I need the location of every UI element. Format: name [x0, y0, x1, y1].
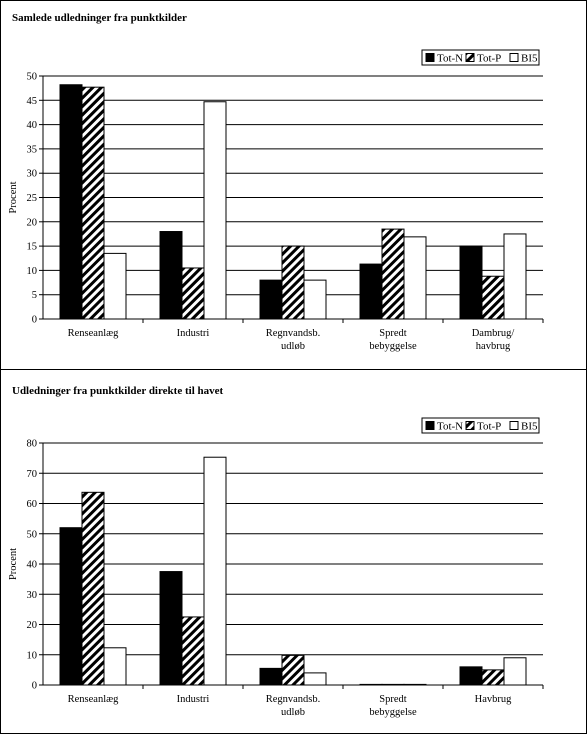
chart1-bar-bi5: [504, 234, 526, 319]
chart1-category-label: Regnvandsb.: [265, 328, 321, 339]
chart1-bar-tot-n: [460, 246, 482, 319]
chart2-bar-tot-n: [160, 572, 182, 685]
chart2-legend-swatch: [510, 422, 518, 430]
chart2-category-label: bebyggelse: [369, 707, 417, 718]
chart1-legend-swatch: [510, 54, 518, 62]
chart1-ytick-label: 15: [26, 241, 37, 253]
chart1-legend: [422, 50, 539, 65]
chart2-legend: [422, 418, 539, 433]
chart1-bar-tot-n: [360, 264, 382, 319]
chart2-bar-bi5: [104, 648, 126, 685]
chart2-title: Udledninger fra punktkilder direkte til havet: [12, 385, 224, 397]
chart1-legend-swatch: [426, 54, 434, 62]
chart2-ytick-label: 40: [26, 559, 37, 571]
chart1-category-label: Spredt: [379, 328, 407, 339]
chart1-bar-tot-p: [482, 276, 504, 319]
chart1-ytick-label: 45: [26, 95, 37, 107]
chart2-bar-tot-p: [282, 655, 304, 685]
chart-panel-1: [8, 12, 543, 352]
chart2-legend-label: Tot-P: [477, 420, 502, 433]
chart2-category-label: udløb: [281, 707, 305, 718]
chart1-bar-bi5: [404, 237, 426, 319]
chart1-ytick-label: 35: [26, 144, 37, 156]
chart2-bar-tot-n: [60, 528, 82, 685]
chart1-legend-swatch: [466, 54, 474, 62]
chart1-bar-bi5: [204, 102, 226, 319]
chart1-bar-tot-p: [182, 268, 204, 319]
chart1-bar-bi5: [104, 253, 126, 319]
chart1-ytick-label: 10: [26, 265, 37, 277]
chart1-ytick-label: 20: [26, 217, 37, 229]
chart1-bar-tot-n: [260, 280, 282, 319]
chart1-bar-tot-n: [60, 85, 82, 319]
chart2-category-label: Spredt: [379, 694, 407, 705]
chart1-bar-tot-p: [82, 87, 104, 319]
chart2-bar-tot-n: [460, 667, 482, 685]
chart2-category-label: Regnvandsb.: [265, 694, 321, 705]
chart2-bar-bi5: [504, 658, 526, 685]
chart1-y-axis-label: Procent: [8, 181, 19, 214]
chart2-bar-tot-n: [260, 668, 282, 685]
chart1-category-label: Dambrug/: [471, 328, 515, 339]
chart2-legend-swatch: [466, 422, 474, 430]
chart2-y-axis-label: Procent: [8, 547, 19, 581]
chart1-legend-label: Tot-N: [437, 52, 464, 65]
chart1-ytick-label: 40: [26, 120, 37, 132]
chart2-bar-bi5: [404, 684, 426, 685]
chart2-ytick-label: 80: [26, 438, 37, 450]
chart2-ytick-label: 70: [26, 468, 37, 480]
chart1-ytick-label: 30: [26, 168, 37, 180]
chart2-bar-tot-p: [482, 670, 504, 685]
chart2-bar-bi5: [304, 673, 326, 685]
chart2-ytick-label: 50: [26, 529, 37, 541]
chart-panel-2: [8, 385, 543, 718]
chart2-category-label: Industri: [176, 694, 210, 705]
chart2-ytick-label: 0: [31, 680, 37, 692]
chart1-legend-label: BI5: [521, 52, 538, 65]
chart2-ytick-label: 30: [26, 589, 37, 601]
chart1-bar-tot-n: [160, 232, 182, 319]
chart1-category-label: havbrug: [475, 341, 511, 352]
chart2-bar-bi5: [204, 457, 226, 685]
chart1-title: Samlede udledninger fra punktkilder: [12, 12, 187, 24]
chart2-legend-label: Tot-N: [437, 420, 464, 433]
chart2-bar-tot-p: [382, 684, 404, 685]
chart2-bar-tot-n: [360, 684, 382, 685]
chart1-bar-tot-p: [282, 246, 304, 319]
chart2-ytick-label: 20: [26, 620, 37, 631]
chart1-bar-bi5: [304, 280, 326, 319]
chart1-category-label: Industri: [176, 328, 210, 339]
chart2-legend-label: BI5: [521, 420, 538, 433]
chart1-ytick-label: 0: [31, 314, 37, 326]
chart1-ytick-label: 5: [31, 290, 37, 302]
chart1-category-label: udløb: [281, 341, 305, 352]
chart1-category-label: Renseanlæg: [67, 328, 119, 339]
chart2-category-label: Renseanlæg: [67, 694, 119, 705]
chart1-legend-label: Tot-P: [477, 52, 502, 65]
chart1-ytick-label: 25: [26, 193, 37, 204]
chart2-ytick-label: 60: [26, 499, 37, 510]
chart1-category-label: bebyggelse: [369, 341, 417, 352]
chart2-category-label: Havbrug: [474, 694, 512, 705]
chart2-legend-swatch: [426, 422, 434, 430]
chart2-ytick-label: 10: [26, 650, 37, 662]
chart1-ytick-label: 50: [26, 71, 37, 83]
chart2-bar-tot-p: [182, 617, 204, 685]
chart1-bar-tot-p: [382, 229, 404, 319]
chart2-bar-tot-p: [82, 492, 104, 685]
